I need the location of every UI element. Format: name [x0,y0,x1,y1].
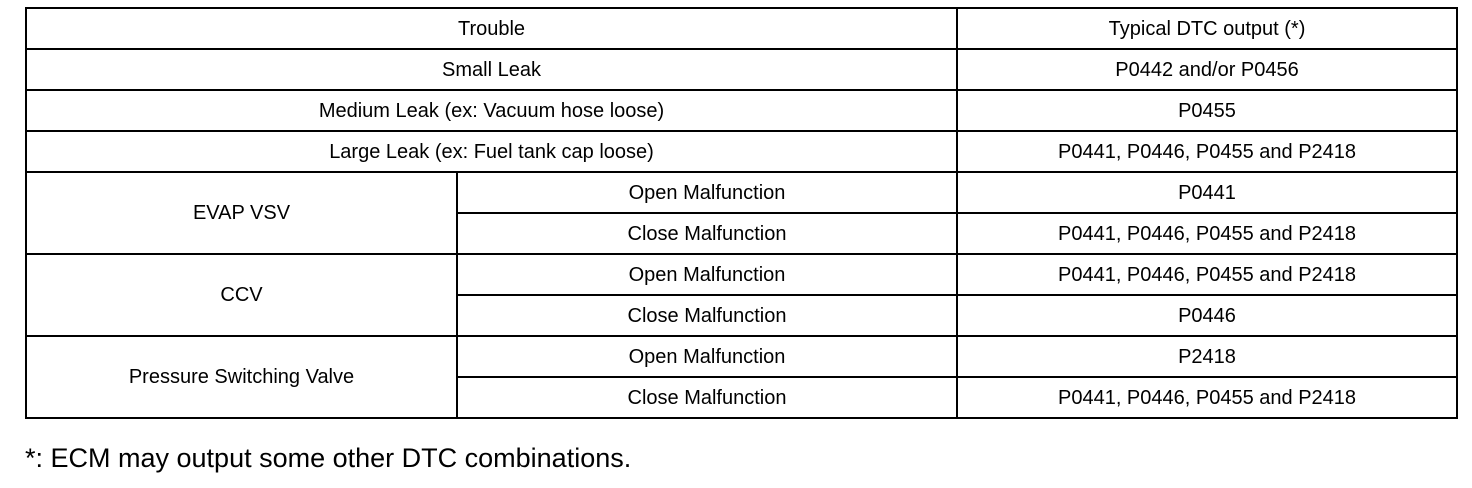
trouble-cell: Small Leak [26,49,957,90]
dtc-cell: P0441, P0446, P0455 and P2418 [957,377,1457,418]
condition-cell: Open Malfunction [457,254,957,295]
trouble-cell: Medium Leak (ex: Vacuum hose loose) [26,90,957,131]
component-cell: EVAP VSV [26,172,457,254]
header-trouble: Trouble [26,8,957,49]
condition-cell: Close Malfunction [457,213,957,254]
table-header-row [26,8,1457,49]
dtc-table [25,7,1458,419]
dtc-cell: P0446 [957,295,1457,336]
dtc-cell: P0441, P0446, P0455 and P2418 [957,131,1457,172]
trouble-cell: Large Leak (ex: Fuel tank cap loose) [26,131,957,172]
header-dtc-output: Typical DTC output (*) [957,8,1457,49]
dtc-cell: P2418 [957,336,1457,377]
table-row [26,336,1457,377]
dtc-cell: P0441, P0446, P0455 and P2418 [957,213,1457,254]
table-row [26,49,1457,90]
dtc-cell: P0441, P0446, P0455 and P2418 [957,254,1457,295]
dtc-cell: P0442 and/or P0456 [957,49,1457,90]
table-row [26,90,1457,131]
table-row [26,131,1457,172]
condition-cell: Open Malfunction [457,172,957,213]
component-cell: CCV [26,254,457,336]
footnote: *: ECM may output some other DTC combinations. [25,443,632,473]
table-row [26,172,1457,213]
condition-cell: Open Malfunction [457,336,957,377]
table-row [26,254,1457,295]
component-cell: Pressure Switching Valve [26,336,457,418]
condition-cell: Close Malfunction [457,377,957,418]
dtc-cell: P0455 [957,90,1457,131]
condition-cell: Close Malfunction [457,295,957,336]
dtc-cell: P0441 [957,172,1457,213]
